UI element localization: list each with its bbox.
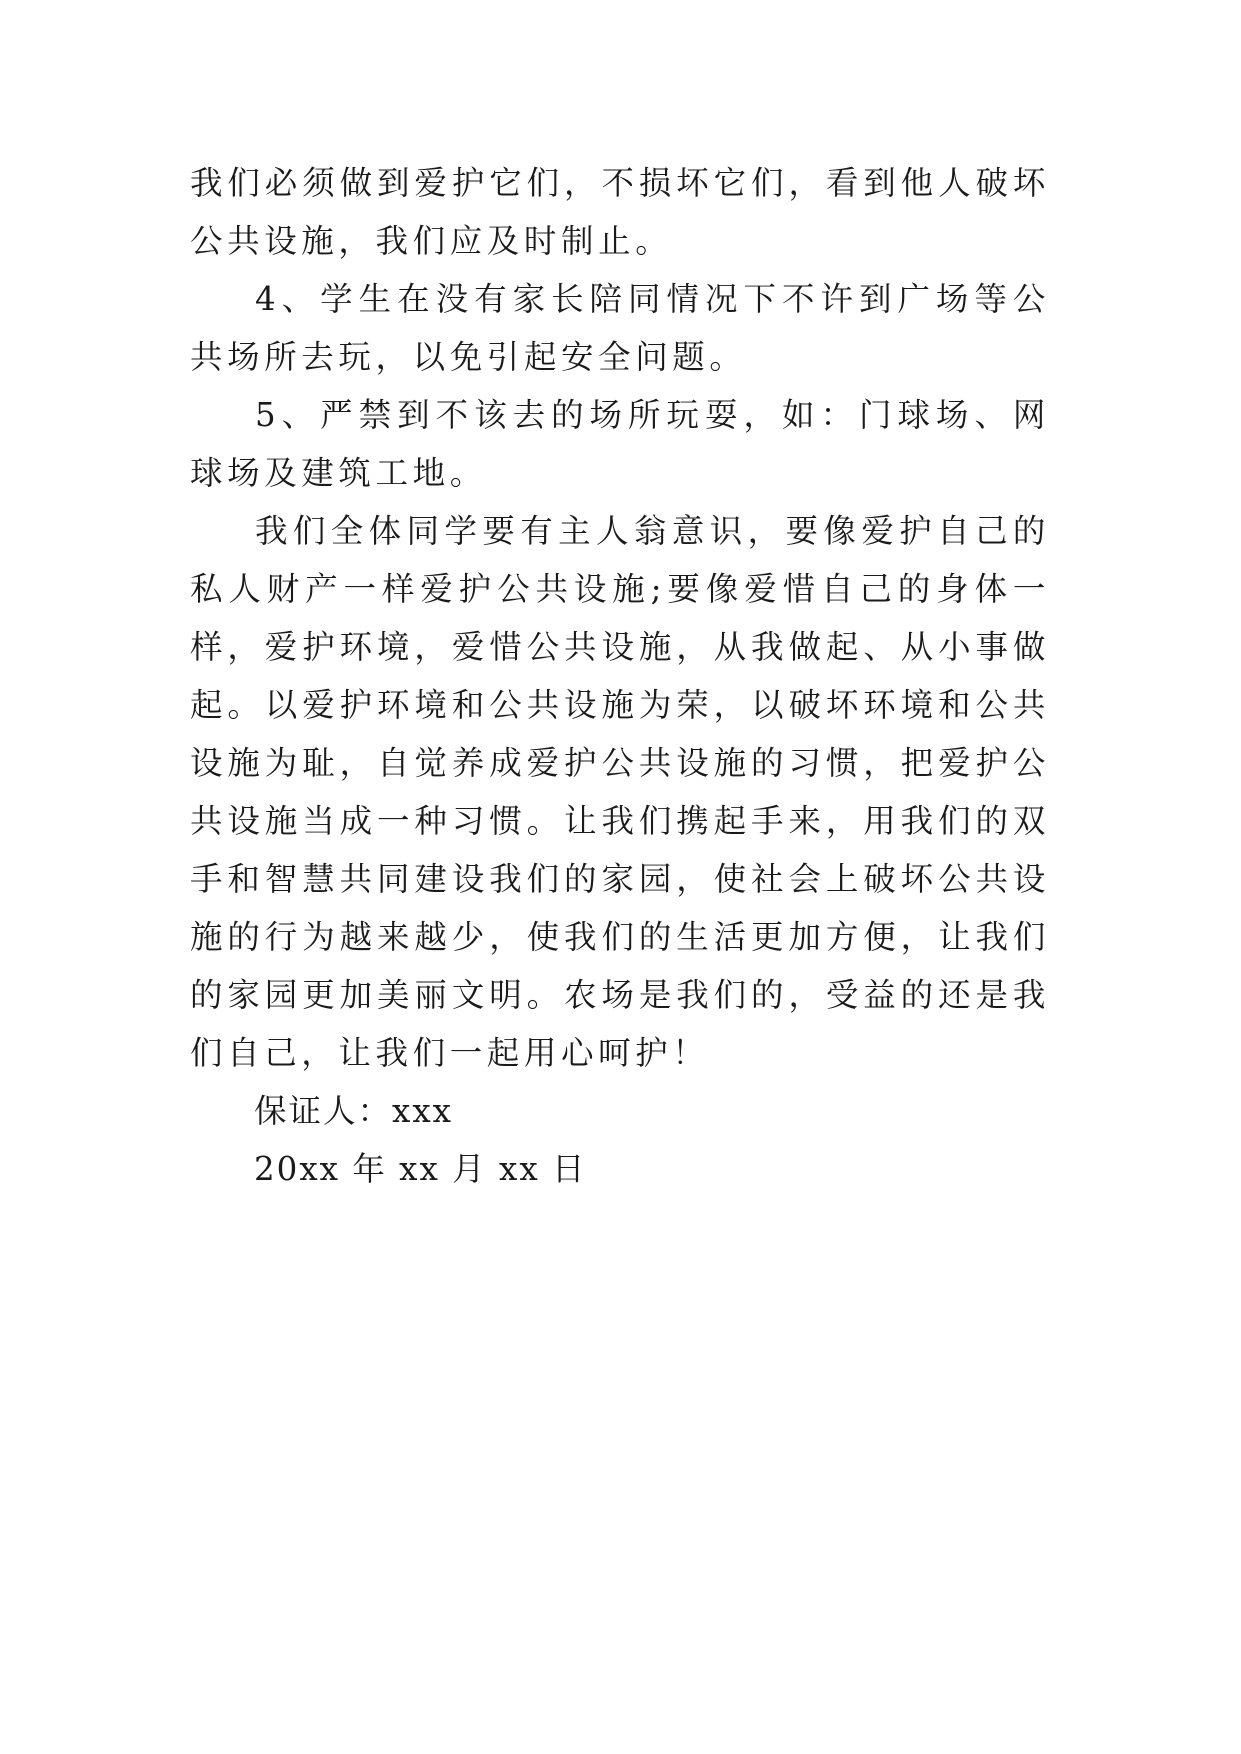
- date-line: 20xx 年 xx 月 xx 日: [254, 1150, 587, 1188]
- paragraph-item-4: 4、学生在没有家长陪同情况下不许到广场等公共场所去玩，以免引起安全问题。: [190, 280, 1050, 376]
- document-body: [190, 154, 1050, 1198]
- paragraph-conclusion: 我们全体同学要有主人翁意识，要像爱护自己的私人财产一样爱护公共设施;要像爱惜自己的身体一样，爱护环境，爱惜公共设施，从我做起、从小事做起。以爱护环境和公共设施为荣，以破坏环境和公共设施为耻，自觉养成爱护公共设施的习惯，把爱护公共设施当成一种习惯。让我们携起手来，用我们的双手和智慧共同建设我们的家园，使社会上破坏公共设施的行为越来越少，使我们的生活更加方便，让我们的家园更加美丽文明。农场是我们的，受益的还是我们自己，让我们一起用心呵护！: [190, 512, 1050, 1072]
- paragraph-continuation: 我们必须做到爱护它们，不损坏它们，看到他人破坏公共设施，我们应及时制止。: [190, 164, 1050, 260]
- paragraph-item-5: 5、严禁到不该去的场所玩耍，如：门球场、网球场及建筑工地。: [190, 396, 1050, 492]
- guarantor-line: 保证人：xxx: [254, 1092, 453, 1130]
